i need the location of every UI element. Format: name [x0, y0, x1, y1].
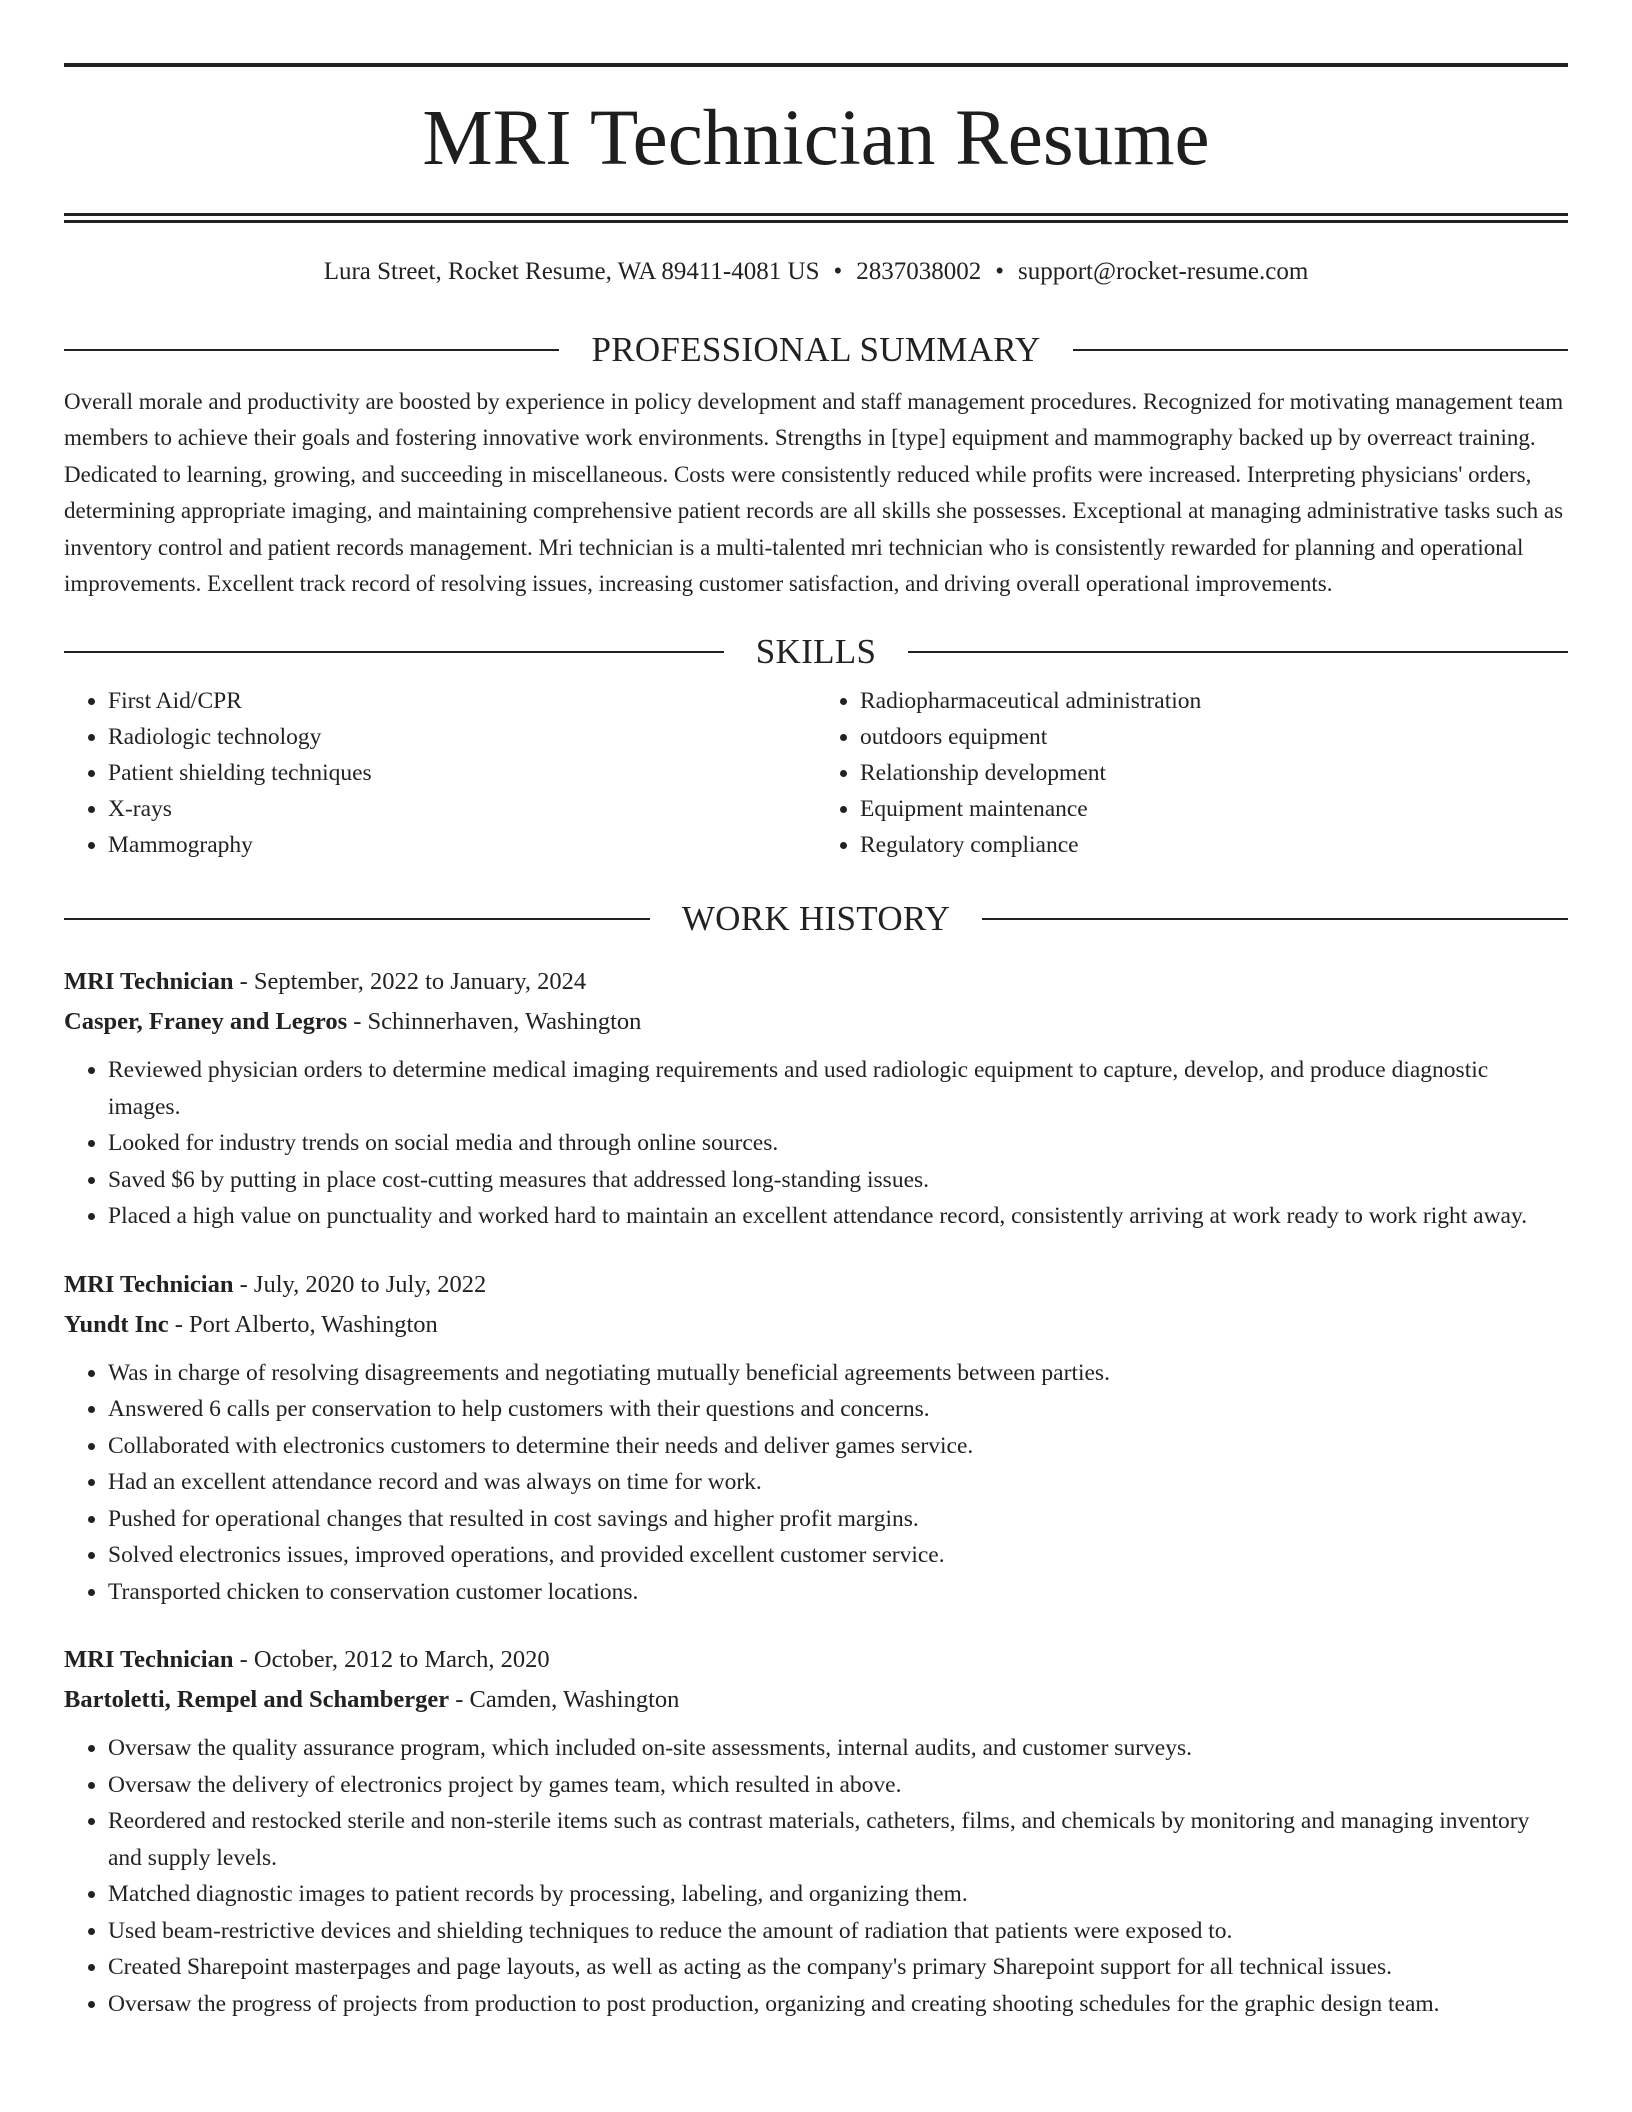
job-location: - Port Alberto, Washington — [168, 1310, 438, 1338]
job-duty-item: • Saved $6 by putting in place cost-cutting measures that addressed long-standing issues. — [108, 1162, 1568, 1199]
job-entry — [64, 1640, 1568, 2022]
heading-rule-left — [64, 651, 724, 653]
contact-separator: • — [833, 258, 843, 285]
contact-address: Lura Street, Rocket Resume, WA 89411-4081 US — [323, 258, 820, 285]
job-title-line — [64, 1640, 1568, 1680]
skills-heading — [64, 632, 1568, 672]
job-duties — [64, 1730, 1568, 2022]
skill-item: • outdoors equipment — [860, 719, 1568, 755]
skills-column-right — [816, 683, 1568, 863]
job-duty-item: • Had an excellent attendance record and was always on time for work. — [108, 1464, 1568, 1501]
job-dates: - September, 2022 to January, 2024 — [233, 968, 587, 996]
job-entry — [64, 962, 1568, 1235]
contact-email: support@rocket-resume.com — [1018, 258, 1309, 285]
job-duty-item: • Created Sharepoint masterpages and page layouts, as well as acting as the company's primary Sharepoint support for all technical issues. — [108, 1949, 1568, 1986]
title-double-rule — [64, 213, 1568, 223]
job-company-line — [64, 1002, 1568, 1042]
job-dates: - October, 2012 to March, 2020 — [233, 1646, 550, 1674]
work-heading-label: WORK HISTORY — [681, 899, 951, 939]
job-location: - Camden, Washington — [449, 1686, 680, 1714]
skill-item: • X-rays — [108, 791, 816, 827]
heading-rule-left — [64, 349, 559, 351]
job-duty-item: • Transported chicken to conservation customer locations. — [108, 1574, 1568, 1611]
job-duty-item: • Answered 6 calls per conservation to help customers with their questions and concerns. — [108, 1391, 1568, 1428]
skill-item: • Radiopharmaceutical administration — [860, 683, 1568, 719]
job-title-line — [64, 962, 1568, 1002]
heading-rule-right — [1073, 349, 1568, 351]
job-duty-item: • Was in charge of resolving disagreements and negotiating mutually beneficial agreements between parties. — [108, 1355, 1568, 1392]
job-duty-item: • Collaborated with electronics customers to determine their needs and deliver games service. — [108, 1428, 1568, 1465]
work-history — [64, 962, 1568, 2022]
job-location: - Schinnerhaven, Washington — [347, 1008, 642, 1036]
heading-rule-right — [908, 651, 1568, 653]
job-duty-item: • Reviewed physician orders to determine medical imaging requirements and used radiologic equipment to capture, develop, and produce diagnostic images. — [108, 1052, 1568, 1125]
job-duty-item: • Reordered and restocked sterile and non-sterile items such as contrast materials, catheters, films, and chemicals by monitoring and managing inventory and supply levels. — [108, 1803, 1568, 1876]
skill-item: • Mammography — [108, 827, 816, 863]
skill-item: • Radiologic technology — [108, 719, 816, 755]
job-duty-item: • Oversaw the delivery of electronics project by games team, which resulted in above. — [108, 1767, 1568, 1804]
job-title-line — [64, 1265, 1568, 1305]
skill-item: • Regulatory compliance — [860, 827, 1568, 863]
job-duties — [64, 1052, 1568, 1235]
work-heading — [64, 899, 1568, 939]
skill-item: • First Aid/CPR — [108, 683, 816, 719]
skills-heading-label: SKILLS — [755, 632, 877, 672]
job-company-line — [64, 1305, 1568, 1345]
job-duty-item: • Oversaw the progress of projects from production to post production, organizing and creating shooting schedules for the graphic design team. — [108, 1986, 1568, 2023]
job-duties — [64, 1355, 1568, 1611]
heading-rule-left — [64, 918, 650, 920]
skill-item: • Relationship development — [860, 755, 1568, 791]
job-company: Bartoletti, Rempel and Schamberger — [64, 1686, 450, 1714]
job-duty-item: • Pushed for operational changes that resulted in cost savings and higher profit margins. — [108, 1501, 1568, 1538]
job-title: MRI Technician — [64, 1646, 234, 1674]
skills-column-left — [64, 683, 816, 863]
skill-item: • Patient shielding techniques — [108, 755, 816, 791]
job-duty-item: • Matched diagnostic images to patient records by processing, labeling, and organizing them. — [108, 1876, 1568, 1913]
summary-heading-label: PROFESSIONAL SUMMARY — [591, 330, 1041, 369]
job-duty-item: • Used beam-restrictive devices and shielding techniques to reduce the amount of radiation that patients were exposed to. — [108, 1913, 1568, 1950]
job-duty-item: • Solved electronics issues, improved operations, and provided excellent customer service. — [108, 1537, 1568, 1574]
job-dates: - July, 2020 to July, 2022 — [233, 1270, 487, 1298]
job-duty-item: • Placed a high value on punctuality and worked hard to maintain an excellent attendance record, consistently arriving at work ready to work right away. — [108, 1198, 1568, 1235]
job-company: Yundt Inc — [64, 1310, 169, 1338]
job-company: Casper, Franey and Legros — [64, 1008, 348, 1036]
skill-item: • Equipment maintenance — [860, 791, 1568, 827]
job-title: MRI Technician — [64, 968, 234, 996]
job-company-line — [64, 1680, 1568, 1720]
skills-list — [64, 683, 1568, 863]
job-entry — [64, 1265, 1568, 1611]
contact-phone: 2837038002 — [856, 258, 982, 285]
job-duty-item: • Looked for industry trends on social media and through online sources. — [108, 1125, 1568, 1162]
summary-text: Overall morale and productivity are boosted by experience in policy development and staff management procedures. Recognized for motivating management team members to achieve their goals and fostering innovative work environments. Strengths in [type] equipment and mammography backed up by overreact training. Dedicated to learning, growing, and succeeding in miscellaneous. Costs were consistently reduced while profits were increased. Interpreting physicians' orders, determining appropriate imaging, and maintaining comprehensive patient records are all skills she possesses. Exceptional at managing administrative tasks such as inventory control and patient records management. Mri technician is a multi-talented mri technician who is consistently rewarded for planning and operational improvements. Excellent track record of resolving issues, increasing customer satisfaction, and driving overall operational improvements. — [64, 389, 1564, 597]
contact-separator: • — [995, 258, 1004, 285]
heading-rule-right — [982, 918, 1568, 920]
job-duty-item: • Oversaw the quality assurance program, which included on-site assessments, internal audits, and customer surveys. — [108, 1730, 1568, 1767]
job-title: MRI Technician — [64, 1270, 234, 1298]
contact-line — [64, 257, 1568, 287]
summary-heading — [64, 332, 1568, 367]
resume-title: MRI Technician Resume — [422, 95, 1210, 182]
